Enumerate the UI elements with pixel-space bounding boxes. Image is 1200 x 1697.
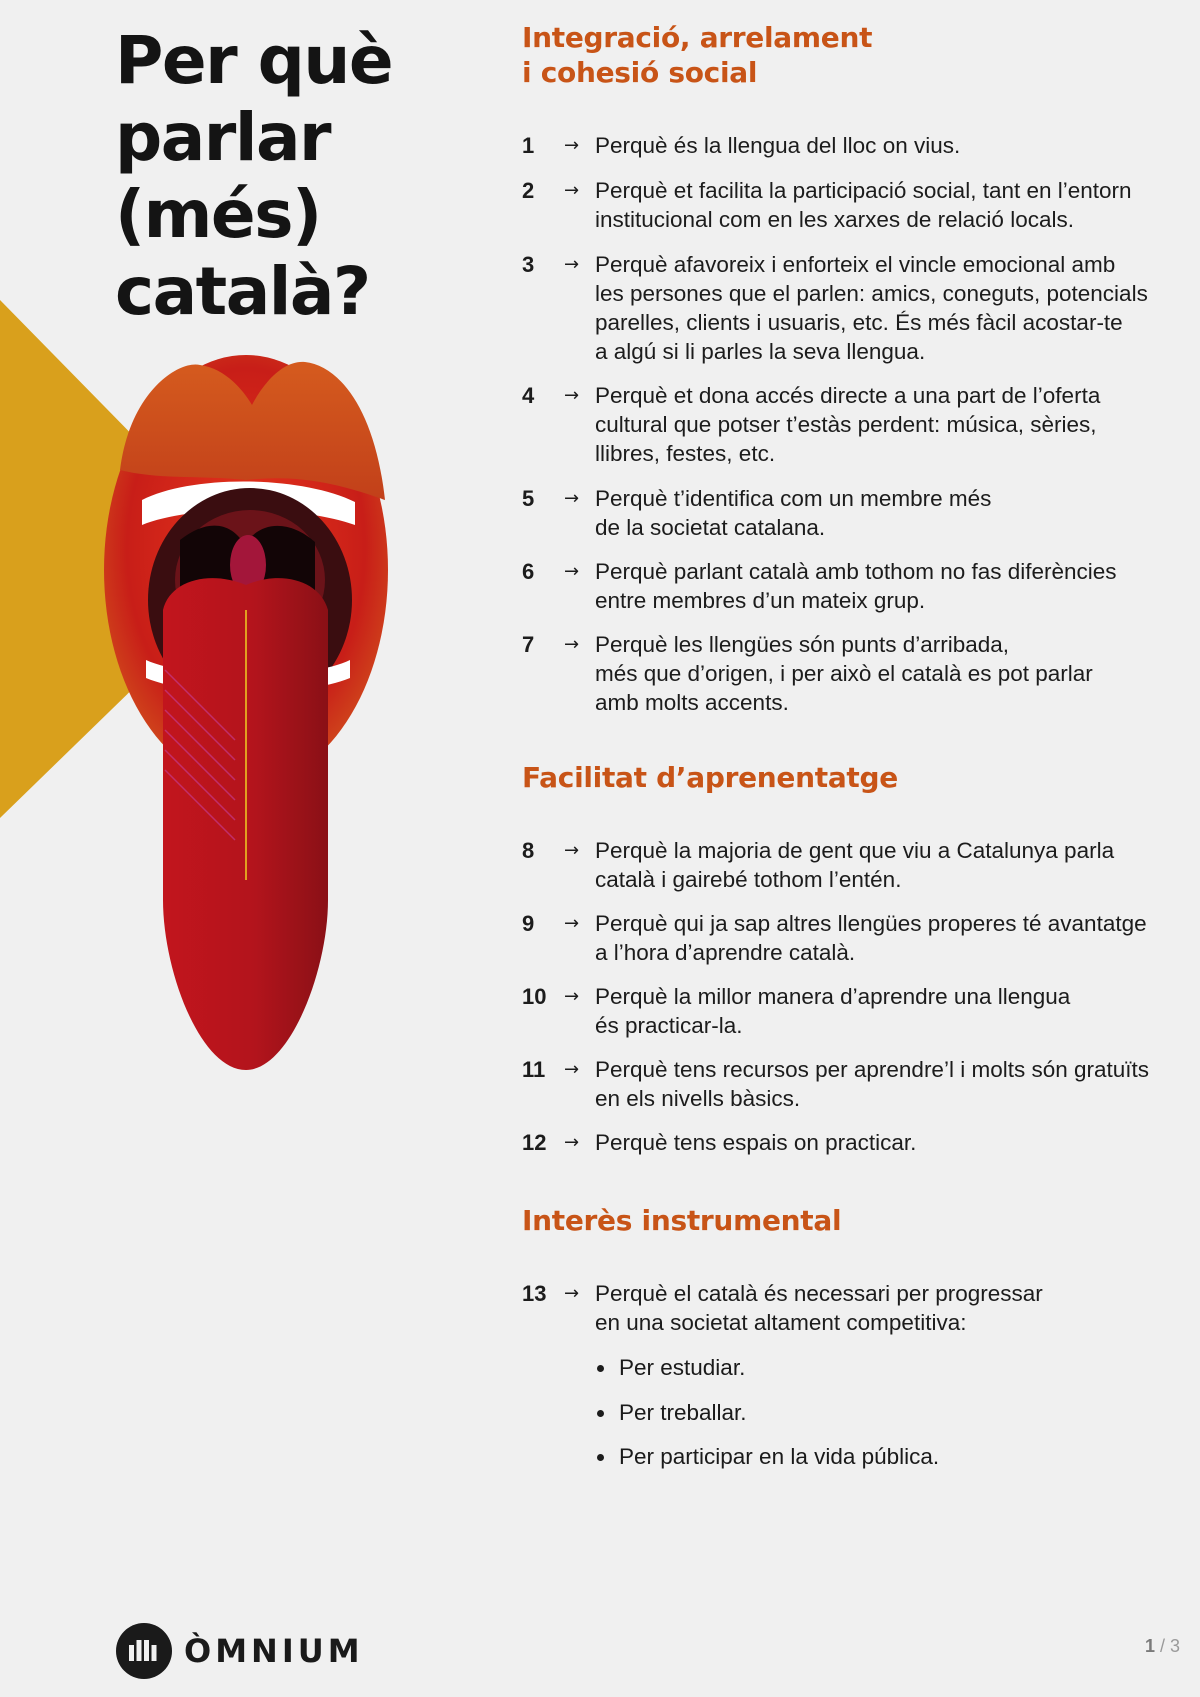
item-text [595,1055,1195,1113]
item-number: 3 [522,252,535,277]
item-text [595,484,1195,542]
item-number: 4 [522,383,535,408]
item-text [595,909,1195,967]
bullet-list [595,1353,939,1487]
item-number: 6 [522,559,535,584]
item-line: en els nivells bàsics. [595,1086,801,1111]
arrow-right-icon: → [564,1059,580,1080]
item-text [595,630,1195,717]
item-number: 8 [522,838,535,863]
item-line: Perquè qui ja sap altres llengües properes té avantatge [595,911,1147,936]
item-number: 1 [522,133,535,158]
arrow-right-icon: → [564,840,580,861]
item-line: les persones que el parlen: amics, coneguts, potencials [595,281,1148,306]
title-line: parlar [115,99,331,176]
item-line: Perquè és la llengua del lloc on vius. [595,133,961,158]
arrow-right-icon: → [564,254,580,275]
item-text [595,381,1195,468]
item-text [595,250,1195,366]
item-text [595,176,1195,234]
bullet-item [595,1442,939,1487]
item-line: cultural que potser t’estàs perdent: música, sèries, [595,412,1097,437]
item-line: Perquè tens espais on practicar. [595,1130,917,1155]
bullet-dot-icon [597,1454,604,1461]
item-number: 5 [522,486,535,511]
bullet-dot-icon [597,1410,604,1417]
item-line: entre membres d’un mateix grup. [595,588,926,613]
section-title-line: Facilitat d’aprenentatge [522,761,898,794]
item-text [595,1279,1195,1337]
item-line: institucional com en les xarxes de relació locals. [595,207,1074,232]
item-number: 9 [522,911,535,936]
item-line: parelles, clients i usuaris, etc. És més fàcil acostar-te [595,310,1123,335]
item-number: 7 [522,632,535,657]
arrow-right-icon: → [564,913,580,934]
section-title [522,20,872,90]
item-line: Perquè la millor manera d’aprendre una llengua [595,984,1071,1009]
item-number: 13 [522,1281,547,1306]
omnium-logo [116,1623,376,1679]
item-text [595,1128,1195,1157]
item-text [595,982,1195,1040]
title-line: (més) [115,176,321,253]
arrow-right-icon: → [564,385,580,406]
item-text [595,557,1195,615]
item-number: 11 [522,1057,546,1082]
arrow-right-icon: → [564,634,580,655]
section-title-line: Integració, arrelament [522,21,873,54]
item-line: Perquè la majoria de gent que viu a Catalunya parla [595,838,1115,863]
item-line: en una societat altament competitiva: [595,1310,967,1335]
bullet-dot-icon [597,1365,604,1372]
bullet-text: Per participar en la vida pública. [619,1444,940,1469]
total-pages: 3 [1169,1636,1180,1656]
mouth-tongue-illustration [0,280,400,1080]
logo-wordmark: ÒMNIUM [184,1632,364,1670]
page-separator: / [1154,1636,1170,1656]
item-text [595,836,1195,894]
item-text [595,131,1195,160]
arrow-right-icon: → [564,135,580,156]
current-page: 1 [1144,1636,1155,1656]
item-line: amb molts accents. [595,690,789,715]
item-line: català i gairebé tothom l’entén. [595,867,902,892]
item-line: a l’hora d’aprendre català. [595,940,856,965]
bullet-text: Per estudiar. [619,1355,746,1380]
item-line: més que d’origen, i per això el català es pot parlar [595,661,1093,686]
item-line: de la societat catalana. [595,515,826,540]
bullet-item [595,1353,939,1398]
arrow-right-icon: → [564,1132,580,1153]
arrow-right-icon: → [564,986,580,1007]
item-number: 2 [522,178,535,203]
item-line: Perquè parlant català amb tothom no fas diferències [595,559,1117,584]
section-title-line: Interès instrumental [522,1204,842,1237]
item-line: llibres, festes, etc. [595,441,776,466]
title-line: català? [115,253,370,330]
arrow-right-icon: → [564,1283,580,1304]
item-line: Perquè afavoreix i enforteix el vincle emocional amb [595,252,1116,277]
item-line: Perquè et dona accés directe a una part de l’oferta [595,383,1101,408]
omnium-logo-icon [116,1623,172,1679]
item-line: Perquè les llengües són punts d’arribada, [595,632,1010,657]
item-line: Perquè t’identifica com un membre més [595,486,992,511]
item-number: 10 [522,984,547,1009]
page-indicator [1145,1636,1180,1657]
bullet-text: Per treballar. [619,1399,747,1425]
item-line: Perquè et facilita la participació social, tant en l’entorn [595,178,1132,203]
item-number: 12 [522,1130,547,1155]
title-line: Per què [115,22,393,99]
item-line: Perquè el català és necessari per progressar [595,1281,1043,1306]
item-line: Perquè tens recursos per aprendre’l i molts són gratuïts [595,1057,1150,1082]
section-title [522,760,898,795]
arrow-right-icon: → [564,561,580,582]
arrow-right-icon: → [564,180,580,201]
arrow-right-icon: → [564,488,580,509]
item-line: és practicar-la. [595,1013,743,1038]
item-line: a algú si li parles la seva llengua. [595,339,926,364]
section-title-line: i cohesió social [522,56,758,89]
bullet-item [595,1398,939,1443]
section-title [522,1203,841,1238]
